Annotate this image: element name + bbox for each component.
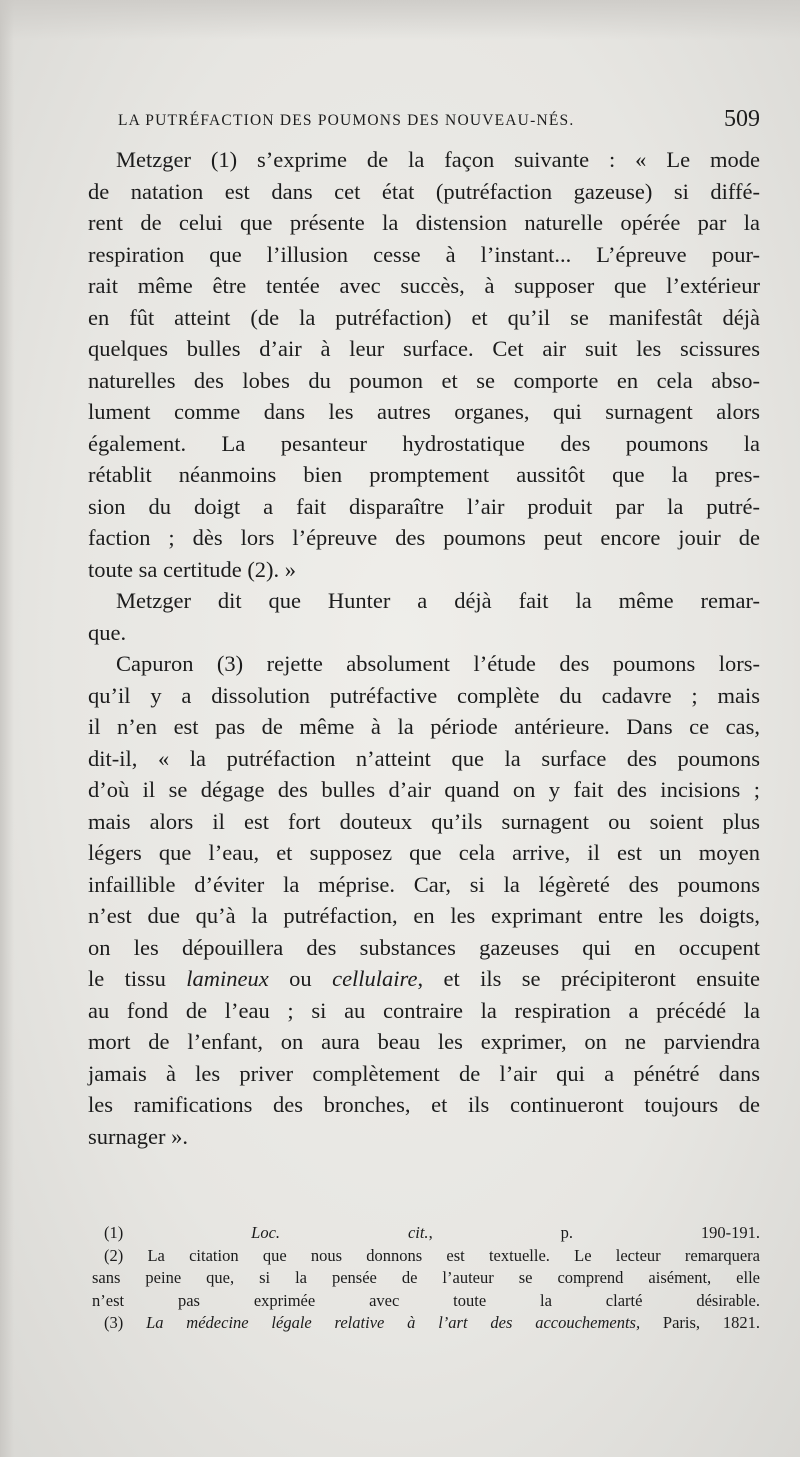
footnote-2-line: (2) La citation que nous donnons est textuelle. Le lecteur remarquera bbox=[104, 1245, 760, 1265]
text-line: qu’il y a dissolution putréfactive complète du cadavre ; mais bbox=[88, 682, 760, 708]
text-line: naturelles des lobes du poumon et se comporte en cela abso- bbox=[88, 367, 760, 393]
text-line: que. bbox=[88, 619, 127, 645]
text-line: au fond de l’eau ; si au contraire la respiration a précédé la bbox=[88, 997, 760, 1023]
page-header bbox=[118, 104, 760, 140]
footnote-number: (1) bbox=[104, 1223, 252, 1242]
text-line: Metzger (1) s’exprime de la façon suivante : « Le mode bbox=[116, 147, 760, 172]
footnote-2-line: sans peine que, si la pensée de l’auteur se comprend aisément, elle bbox=[92, 1268, 760, 1287]
top-edge-shadow bbox=[0, 0, 800, 40]
left-edge-shadow bbox=[0, 0, 14, 1457]
footnote-text: , p. 190-191. bbox=[428, 1223, 760, 1242]
text-fragment: ou bbox=[268, 966, 333, 991]
text-line: Metzger dit que Hunter a déjà fait la même remar- bbox=[116, 588, 760, 613]
text-line: sion du doigt a fait disparaître l’air produit par la putré- bbox=[88, 493, 760, 519]
footnote-italic: La médecine légale relative à l’art des accouchements, bbox=[146, 1313, 641, 1332]
text-line: surnager ». bbox=[88, 1123, 188, 1149]
footnote-1 bbox=[92, 1222, 760, 1245]
text-line: les ramifications des bronches, et ils continueront toujours de bbox=[88, 1092, 760, 1117]
text-fragment: , et ils se précipiteront ensuite bbox=[417, 966, 760, 991]
text-line: lument comme dans les autres organes, qui surnagent alors bbox=[88, 399, 760, 424]
footnote-number: (3) bbox=[104, 1313, 147, 1332]
text-fragment: le tissu bbox=[88, 966, 187, 991]
footnote-3 bbox=[92, 1312, 760, 1335]
text-line: respiration que l’illusion cesse à l’instant... L’épreuve pour- bbox=[88, 241, 760, 267]
text-line: on les dépouillera des substances gazeuses qui en occupent bbox=[88, 934, 760, 960]
footnote-2-line: n’est pas exprimée avec toute la clarté désirable. bbox=[92, 1290, 760, 1310]
text-line: il n’en est pas de même à la période antérieure. Dans ce cas, bbox=[88, 714, 760, 739]
text-line: infaillible d’éviter la méprise. Car, si la légèreté des poumons bbox=[88, 871, 760, 897]
text-line: toute sa certitude (2). » bbox=[88, 556, 297, 582]
italic-term: lamineux bbox=[186, 966, 269, 991]
running-head: LA PUTRÉFACTION DES POUMONS DES NOUVEAU-NÉS. bbox=[118, 112, 575, 129]
footnotes bbox=[92, 1222, 760, 1335]
text-line: rait même être tentée avec succès, à supposer que l’extérieur bbox=[88, 273, 760, 298]
text-line: légers que l’eau, et supposez que cela arrive, il est un moyen bbox=[88, 840, 760, 865]
text-line: mais alors il est fort douteux qu’ils surnagent ou soient plus bbox=[88, 808, 760, 834]
text-line: n’est due qu’à la putréfaction, en les exprimant entre les doigts, bbox=[88, 903, 760, 928]
footnote-text: Paris, 1821. bbox=[640, 1313, 760, 1332]
text-line: rétablit néanmoins bien promptement aussitôt que la pres- bbox=[88, 462, 760, 487]
footnote-italic: Loc. cit. bbox=[251, 1223, 429, 1242]
text-line: jamais à les priver complètement de l’air qui a pénétré dans bbox=[88, 1060, 760, 1086]
text-line: quelques bulles d’air à leur surface. Cet air suit les scissures bbox=[88, 336, 760, 361]
text-line: Capuron (3) rejette absolument l’étude des poumons lors- bbox=[116, 651, 760, 676]
text-line-with-italics bbox=[88, 963, 760, 995]
text-line: rent de celui que présente la distension naturelle opérée par la bbox=[88, 210, 760, 235]
text-line: d’où il se dégage des bulles d’air quand on y fait des incisions ; bbox=[88, 777, 760, 802]
italic-term: cellulaire bbox=[332, 966, 418, 991]
main-text bbox=[88, 144, 760, 1152]
text-line: faction ; dès lors l’épreuve des poumons peut encore jouir de bbox=[88, 525, 760, 550]
text-line: de natation est dans cet état (putréfaction gazeuse) si diffé- bbox=[88, 178, 760, 204]
text-line: également. La pesanteur hydrostatique des poumons la bbox=[88, 430, 760, 456]
text-line: mort de l’enfant, on aura beau les exprimer, on ne parviendra bbox=[88, 1029, 760, 1054]
text-line: dit-il, « la putréfaction n’atteint que la surface des poumons bbox=[88, 745, 760, 771]
page-number: 509 bbox=[724, 106, 760, 132]
text-line: en fût atteint (de la putréfaction) et qu’il se manifestât déjà bbox=[88, 304, 760, 330]
